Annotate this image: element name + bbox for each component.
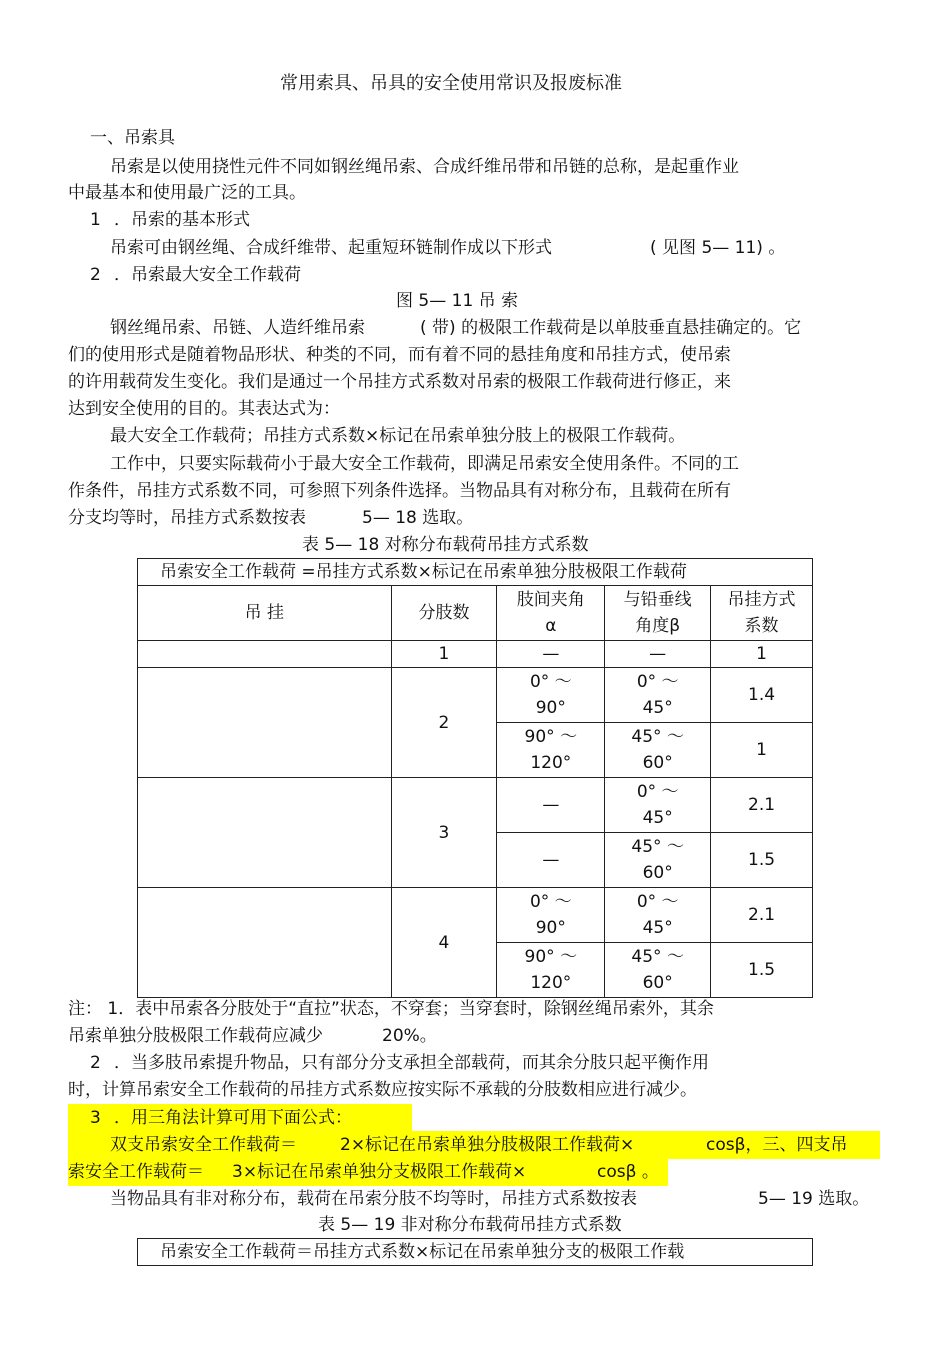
cell-line: 45° ～ bbox=[631, 837, 684, 857]
table-cell: — bbox=[497, 833, 605, 888]
cell-line: 60° bbox=[642, 973, 673, 993]
formula-text: 3×标记在吊索单独分支极限工作载荷× bbox=[232, 1162, 527, 1182]
table-cell bbox=[605, 668, 711, 723]
table-cell bbox=[605, 778, 711, 833]
table-cell: 2.1 bbox=[711, 778, 813, 833]
figure-caption: 图 5— 11 吊 索 bbox=[396, 291, 519, 311]
table-cell bbox=[605, 888, 711, 943]
column-header-alpha bbox=[497, 586, 605, 641]
formula-text: 最大安全工作载荷；吊挂方式系数×标记在吊索单独分肢上的极限工作载荷。 bbox=[110, 426, 686, 446]
item-heading: ．吊索的基本形式 bbox=[114, 210, 250, 230]
table-header-formula: 吊索安全工作载荷＝吊挂方式系数×标记在吊索单独分支的极限工作载 bbox=[138, 1239, 813, 1266]
note-line: ．当多肢吊索提升物品，只有部分分支承担全部载荷，而其余分肢只起平衡作用 bbox=[114, 1053, 709, 1073]
header-line: 肢间夹角 bbox=[516, 590, 585, 610]
table-cell: — bbox=[497, 641, 605, 668]
cell-line: 0° ～ bbox=[529, 672, 572, 692]
note-line: 吊索单独分肢极限工作载荷应减少 bbox=[68, 1026, 323, 1046]
table-cell: 4 bbox=[391, 888, 497, 998]
table-cell bbox=[605, 723, 711, 778]
column-header-coefficient bbox=[711, 586, 813, 641]
formula-text: 索安全工作载荷＝ bbox=[68, 1162, 204, 1182]
paragraph-line: 作条件，吊挂方式系数不同，可参照下列条件选择。当物品具有对称分布，且载荷在所有 bbox=[68, 481, 731, 501]
table-caption: 表 5— 18 对称分布载荷吊挂方式系数 bbox=[302, 535, 589, 555]
table-cell: 1 bbox=[711, 641, 813, 668]
section-heading: 一、吊索具 bbox=[90, 128, 175, 148]
item-heading: ．用三角法计算可用下面公式： bbox=[114, 1108, 352, 1128]
table-cell: 1 bbox=[711, 723, 813, 778]
paragraph-line: 工作中，只要实际载荷小于最大安全工作载荷，即满足吊索安全使用条件。不同的工 bbox=[110, 454, 739, 474]
asymmetric-load-table bbox=[137, 1238, 813, 1266]
cell-line: 0° ～ bbox=[636, 892, 679, 912]
header-line: 与铅垂线 bbox=[623, 590, 692, 610]
figure-reference: ( 见图 5— 11) 。 bbox=[650, 238, 786, 258]
table-reference: 5— 19 选取。 bbox=[758, 1189, 870, 1209]
table-cell bbox=[138, 778, 392, 888]
paragraph-line: 吊索是以使用挠性元件不同如钢丝绳吊索、合成纤维吊带和吊链的总称，是起重作业 bbox=[110, 157, 739, 177]
cell-line: 45° bbox=[642, 698, 673, 718]
cell-line: 90° ～ bbox=[524, 727, 578, 747]
header-line: 角度β bbox=[635, 616, 681, 636]
table-caption: 表 5— 19 非对称分布载荷吊挂方式系数 bbox=[318, 1215, 622, 1235]
table-cell bbox=[605, 943, 711, 998]
item-heading: ．吊索最大安全工作载荷 bbox=[114, 265, 301, 285]
formula-text: 双支吊索安全工作载荷＝ bbox=[110, 1135, 297, 1155]
formula-text: cosβ 。 bbox=[597, 1162, 659, 1182]
table-cell: 2 bbox=[391, 668, 497, 778]
paragraph-line: 当物品具有非对称分布，载荷在吊索分肢不均等时，吊挂方式系数按表 bbox=[110, 1189, 637, 1209]
table-cell: 1.4 bbox=[711, 668, 813, 723]
formula-text: 2×标记在吊索单独分肢极限工作载荷× bbox=[340, 1135, 635, 1155]
cell-line: 0° ～ bbox=[636, 672, 679, 692]
table-cell: 1.5 bbox=[711, 943, 813, 998]
paragraph-line: 的许用载荷发生变化。我们是通过一个吊挂方式系数对吊索的极限工作载荷进行修正，来 bbox=[68, 372, 731, 392]
cell-line: 120° bbox=[530, 973, 572, 993]
column-header-legs: 分肢数 bbox=[391, 586, 497, 641]
table-cell: — bbox=[497, 778, 605, 833]
table-reference: 5— 18 选取。 bbox=[362, 508, 474, 528]
table-cell bbox=[497, 888, 605, 943]
table-cell: 1 bbox=[391, 641, 497, 668]
load-factor-table bbox=[137, 558, 813, 998]
table-cell bbox=[497, 943, 605, 998]
table-cell: 2.1 bbox=[711, 888, 813, 943]
cell-line: 90° bbox=[535, 918, 566, 938]
paragraph-line: 钢丝绳吊索、吊链、人造纤维吊索 bbox=[110, 318, 365, 338]
formula-text: cosβ，三、四支吊 bbox=[706, 1135, 848, 1155]
column-header-hang: 吊 挂 bbox=[138, 586, 392, 641]
item-number: 2 bbox=[90, 265, 101, 285]
paragraph-line: 中最基本和使用最广泛的工具。 bbox=[68, 183, 306, 203]
table-header-formula: 吊索安全工作载荷 =吊挂方式系数×标记在吊索单独分肢极限工作载荷 bbox=[138, 559, 813, 586]
table-cell bbox=[138, 641, 392, 668]
cell-line: 45° ～ bbox=[631, 947, 684, 967]
table-cell bbox=[138, 668, 392, 778]
cell-line: 60° bbox=[642, 863, 673, 883]
table-cell bbox=[497, 723, 605, 778]
table-cell: 1.5 bbox=[711, 833, 813, 888]
table-cell bbox=[605, 833, 711, 888]
note-line: 注： 1．表中吊索各分肢处于“直拉”状态，不穿套；当穿套时，除钢丝绳吊索外，其余 bbox=[68, 999, 714, 1019]
cell-line: 120° bbox=[530, 753, 572, 773]
column-header-beta bbox=[605, 586, 711, 641]
item-number: 1 bbox=[90, 210, 101, 230]
paragraph-line: ( 带) 的极限工作载荷是以单肢垂直悬挂确定的。它 bbox=[420, 318, 802, 338]
table-cell bbox=[497, 668, 605, 723]
cell-line: 0° ～ bbox=[636, 782, 679, 802]
item-number: 3 bbox=[90, 1108, 101, 1128]
note-line: 时，计算吊索安全工作载荷的吊挂方式系数应按实际不承载的分肢数相应进行减少。 bbox=[68, 1080, 697, 1100]
table-cell bbox=[138, 888, 392, 998]
cell-line: 90° ～ bbox=[524, 947, 578, 967]
header-line: 系数 bbox=[744, 616, 779, 636]
page-title: 常用索具、吊具的安全使用常识及报废标准 bbox=[280, 73, 622, 94]
table-cell: — bbox=[605, 641, 711, 668]
cell-line: 90° bbox=[535, 698, 566, 718]
cell-line: 45° bbox=[642, 808, 673, 828]
cell-line: 45° bbox=[642, 918, 673, 938]
paragraph-line: 们的使用形式是随着物品形状、种类的不同，而有着不同的悬挂角度和吊挂方式，使吊索 bbox=[68, 345, 731, 365]
cell-line: 0° ～ bbox=[529, 892, 572, 912]
header-line: α bbox=[545, 616, 557, 636]
cell-line: 60° bbox=[642, 753, 673, 773]
paragraph-line: 分支均等时，吊挂方式系数按表 bbox=[68, 508, 306, 528]
paragraph-line: 达到安全使用的目的。其表达式为： bbox=[68, 399, 340, 419]
table-cell: 3 bbox=[391, 778, 497, 888]
note-number: 2 bbox=[90, 1053, 101, 1073]
note-line: 20%。 bbox=[382, 1026, 437, 1046]
header-line: 吊挂方式 bbox=[727, 590, 796, 610]
cell-line: 45° ～ bbox=[631, 727, 684, 747]
paragraph-line: 吊索可由钢丝绳、合成纤维带、起重短环链制作成以下形式 bbox=[110, 238, 552, 258]
